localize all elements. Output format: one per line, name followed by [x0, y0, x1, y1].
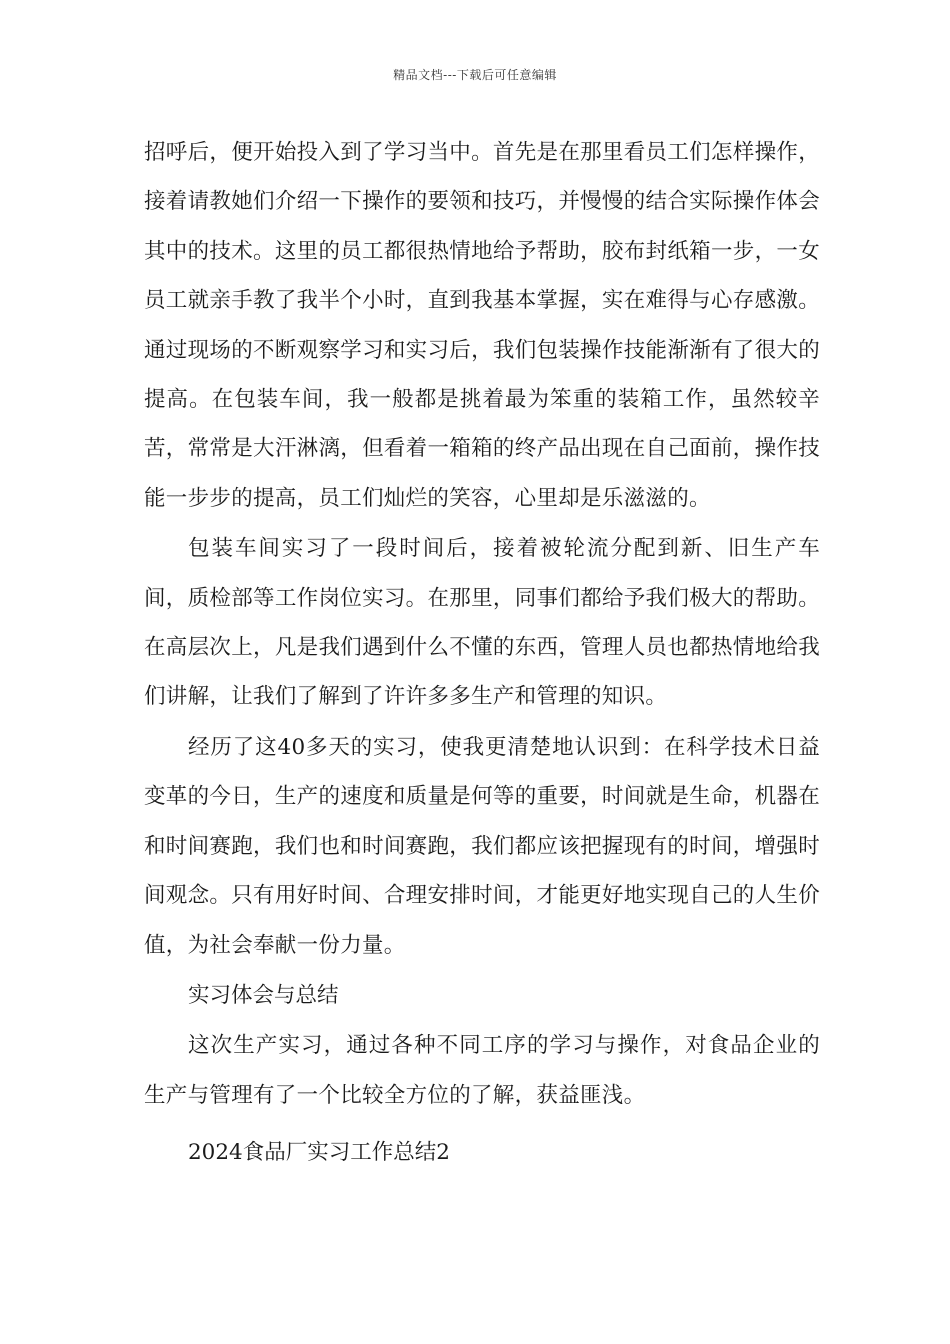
- paragraph-workshop-rotation: 包装车间实习了一段时间后，接着被轮流分配到新、旧生产车间，质检部等工作岗位实习。在那里，同事们都给予我们极大的帮助。在高层次上，凡是我们遇到什么不懂的东西，管理人员也都热情地给我们讲解，让我们了解到了许许多多生产和管理的知识。: [144, 536, 820, 710]
- paragraph-summary: 这次生产实习，通过各种不同工序的学习与操作，对食品企业的生产与管理有了一个比较全方位的了解，获益匪浅。: [144, 1033, 820, 1108]
- next-document-title: 2024食品厂实习工作总结2: [188, 1140, 450, 1166]
- section-heading: 实习体会与总结: [188, 982, 339, 1008]
- paragraph-time-reflection: 经历了这40多天的实习，使我更清楚地认识到：在科学技术日益变革的今日，生产的速度和质量是何等的重要，时间就是生命，机器在和时间赛跑，我们也和时间赛跑，我们都应该把握现有的时间，增强时间观念。只有用好时间、合理安排时间，才能更好地实现自己的人生价值，为社会奉献一份力量。: [144, 734, 820, 958]
- document-body: [144, 128, 820, 1178]
- page-header: 精品文档---下载后可任意编辑: [393, 68, 557, 82]
- paragraph-continued: 招呼后，便开始投入到了学习当中。首先是在那里看员工们怎样操作，接着请教她们介绍一下操作的要领和技巧，并慢慢的结合实际操作体会其中的技术。这里的员工都很热情地给予帮助，胶布封纸箱一步，一女员工就亲手教了我半个小时，直到我基本掌握，实在难得与心存感激。通过现场的不断观察学习和实习后，我们包装操作技能渐渐有了很大的提高。在包装车间，我一般都是挑着最为笨重的装箱工作，虽然较辛苦，常常是大汗淋漓，但看着一箱箱的终产品出现在自己面前，操作技能一步步的提高，员工们灿烂的笑容，心里却是乐滋滋的。: [144, 140, 820, 511]
